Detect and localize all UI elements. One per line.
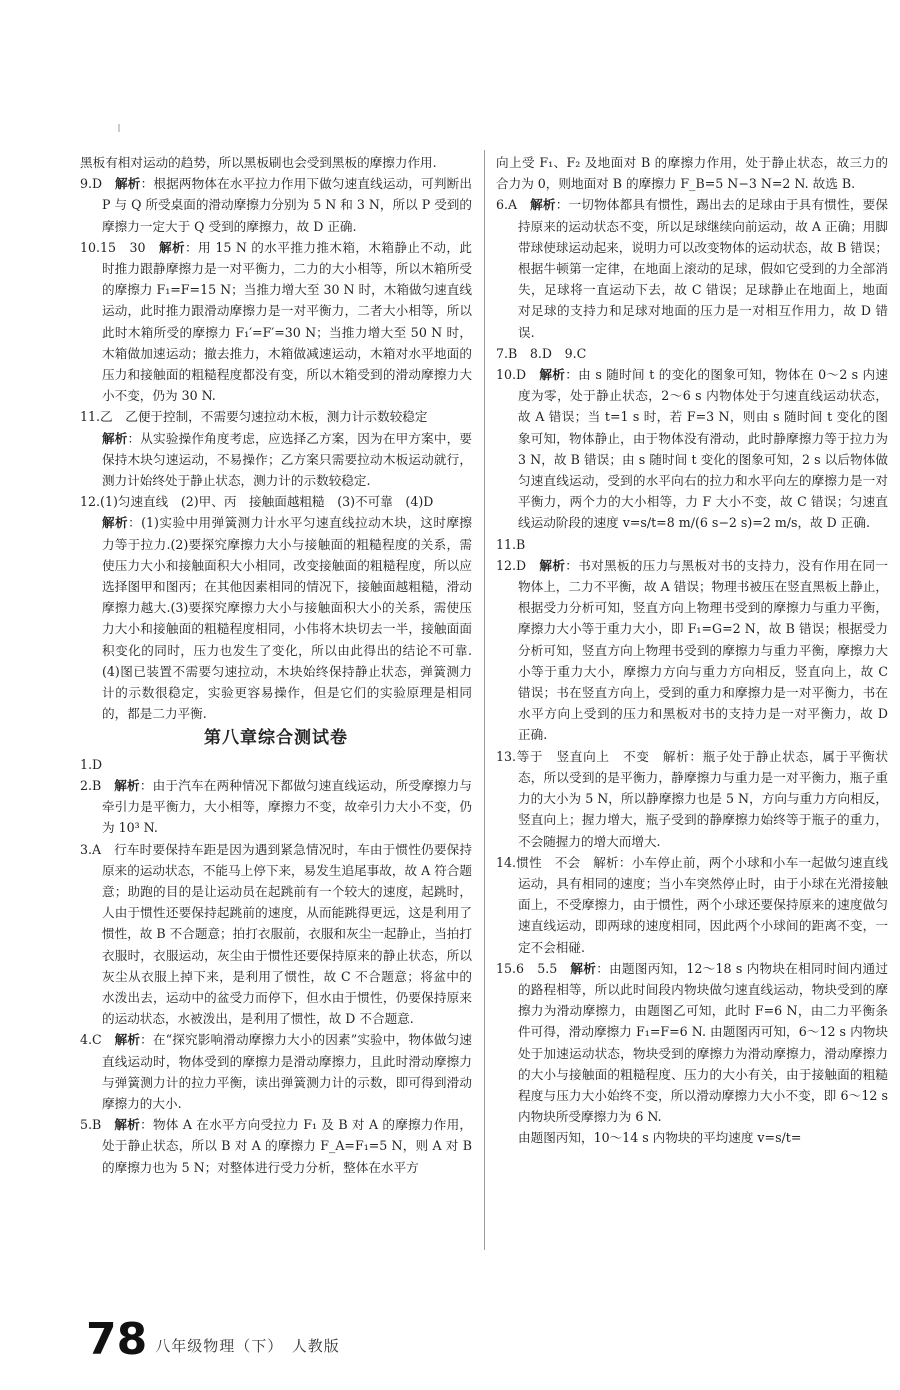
answer-text: 向上受 F₁、F₂ 及地面对 B 的摩擦力作用，处于静止状态，故三力的合力为 0，则地面对 B 的摩擦力 F_B=5 N−3 N=2 N. 故选 B. <box>496 155 888 192</box>
answer-text: ：物体 A 在水平方向受拉力 F₁ 及 B 对 A 的摩擦力作用，处于静止状态，所以 B 对 A 的摩擦力 F_A=F₁=5 N，则 A 对 B 的摩擦力也为 5 N；对整体进行受力分析，整体在水平方 <box>102 1117 473 1175</box>
answer-item <box>80 237 472 407</box>
analysis-label: 解析 <box>530 197 556 213</box>
answer-continuation <box>80 428 472 492</box>
answer-number: 9.D <box>80 176 103 192</box>
answer-text: 乙便于控制，不需要匀速拉动木板，测力计示数较稳定 <box>112 409 428 425</box>
answer-item <box>80 1114 472 1178</box>
answer-text: ：从实验操作角度考虑，应选择乙方案，因为在甲方案中，要保持木块匀速运动，不易操作；乙方案只需要拉动木板运动就行，测力计始终处于静止状态，测力计的示数较稳定. <box>102 430 473 489</box>
answer-item <box>496 746 888 852</box>
page-footer <box>86 1314 340 1365</box>
answer-item <box>496 364 888 534</box>
answer-text: 黑板有相对运动的趋势，所以黑板刷也会受到黑板的摩擦力作用. <box>80 155 437 170</box>
answer-number: 4.C <box>80 1032 102 1048</box>
answer-number: 6.A <box>496 197 518 213</box>
analysis-label: 解析 <box>158 239 185 255</box>
answer-text: ：一切物体都具有惯性，踢出去的足球由于具有惯性，要保持原来的运动状态不变，所以足球继续向前运动，故 A 正确；用脚带球使球运动起来，说明力可以改变物体的运动状态，故 B 错误；根据牛顿第一定律，在地面上滚动的足球，假如它受到的力全部消失，足球将一直运动下去，故 C 错误；足球静止在地面上，地面对足球的支持力和足球对地面的压力是一对相互作用力，故 D 错误. <box>518 197 889 340</box>
answer-item <box>80 406 472 427</box>
analysis-label: 解析 <box>114 777 140 793</box>
analysis-label: 解析 <box>570 960 597 976</box>
page-number: 78 <box>86 1314 148 1365</box>
answer-text: ：由于汽车在两种情况下都做匀速直线运动，所受摩擦力与牵引力是平衡力，大小相等，摩擦力不变，故牵引力大小不变，仍为 10³ N. <box>102 777 473 836</box>
answer-item <box>80 754 472 775</box>
scan-mark <box>118 124 120 132</box>
answer-item <box>496 852 888 958</box>
answer-number: 5.B <box>80 1117 102 1133</box>
left-column <box>80 152 472 1178</box>
answer-number: 11.乙 <box>80 409 113 425</box>
answer-continuation <box>496 152 888 194</box>
column-divider <box>484 150 485 1250</box>
analysis-label: 解析 <box>115 176 141 192</box>
answer-item <box>496 958 888 1128</box>
answer-number: 10.D <box>496 367 527 383</box>
answer-number: 7.B 8.D 9.C <box>496 345 587 361</box>
answer-text: ：根据两物体在水平拉力作用下做匀速直线运动，可判断出 P 与 Q 所受桌面的滑动摩擦力分别为 5 N 和 3 N，所以 P 受到的摩擦力一定大于 Q 受到的摩擦力，故 D 正确. <box>102 176 473 234</box>
answer-number: 12.D <box>496 557 527 573</box>
answer-number: 12. <box>80 494 101 510</box>
analysis-label: 解析 <box>102 515 129 531</box>
answer-number: 10.15 30 <box>80 239 146 255</box>
right-column <box>496 152 888 1149</box>
section-title: 第八章综合测试卷 <box>204 728 348 749</box>
answer-item <box>496 555 888 746</box>
answer-number: 15.6 5.5 <box>496 960 558 976</box>
answer-item <box>496 343 888 364</box>
answer-text: 不会 解析：小车停止前，两个小球和小车一起做匀速直线运动，具有相同的速度；当小车突然停止时，由于小球在光滑接触面上，不受摩擦力，由于惯性，两个小球还要保持原来的速度做匀速直线运动，即两球的速度相同，因此两个小球间的距离不变，一定不会相碰. <box>518 854 889 955</box>
answer-item <box>496 534 888 555</box>
answer-number: 2.B <box>80 777 102 793</box>
answer-item <box>80 173 472 237</box>
answer-item <box>80 839 472 1030</box>
answer-number: 3.A <box>80 841 102 857</box>
answer-continuation <box>496 1127 888 1148</box>
answer-number: 1.D <box>80 756 103 772</box>
answer-item <box>80 775 472 839</box>
answer-item <box>80 491 472 512</box>
answer-number: 13.等于 <box>496 748 544 764</box>
answer-text: ：在“探究影响滑动摩擦力大小的因素”实验中，物体做匀速直线运动时，物体受到的摩擦力是滑动摩擦力，且此时滑动摩擦力与弹簧测力计的拉力平衡，读出弹簧测力计的示数，即可得到滑动摩擦力的大小. <box>102 1032 472 1111</box>
answer-text: ：由题图丙知，12～18 s 内物块在相同时间内通过的路程相等，所以此时间段内物块做匀速直线运动，物块受到的摩擦力为滑动摩擦力，由题图乙可知，此时 F=6 N，由二力平衡条件可得，滑动摩擦力 F₁=F=6 N. 由题图丙可知，6～12 s 内物块处于加速运动状态，物块受到的摩擦力为滑动摩擦力，滑动摩擦力的大小与接触面的粗糙程度、压力的大小有关，由于接触面的粗糙程度与压力大小始终不变，所以滑动摩擦力大小不变，即 6～12 s 内物块所受摩擦力为 6 N. <box>518 960 889 1125</box>
analysis-label: 解析 <box>539 557 566 573</box>
answer-text: ：(1)实验中用弹簧测力计水平匀速直线拉动木块，这时摩擦力等于拉力.(2)要探究摩擦力大小与接触面的粗糙程度的关系，需使压力大小和接触面积大小相同，改变接触面的粗糙程度，所以应选择图甲和图丙；在其他因素相同的情况下，接触面越粗糙，滑动摩擦力越大.(3)要探究摩擦力大小与接触面积大小的关系，需使压力大小和接触面的粗糙程度相同，小伟将木块切去一半，接触面面积变化的同时，压力也发生了变化，所以由此得出的结论不可靠.(4)图已装置不需要匀速拉动，木块始终保持静止状态，弹簧测力计的示数很稳定，实验更容易操作，但是它们的实验原理是相同的，都是二力平衡. <box>102 515 473 722</box>
answer-continuation <box>80 152 472 173</box>
analysis-label: 解析 <box>539 367 566 383</box>
answer-number: 14.惯性 <box>496 854 542 870</box>
analysis-label: 解析 <box>102 430 128 446</box>
answer-number: 11.B <box>496 536 526 552</box>
answer-text: ：书对黑板的压力与黑板对书的支持力，没有作用在同一物体上，二力不平衡，故 A 错误；物理书被压在竖直黑板上静止，根据受力分析可知，竖直方向上物理书受到的摩擦力与重力平衡，摩擦力大小等于重力大小，即 F₁=G=2 N，故 B 错误；根据受力分析可知，竖直方向上物理书受到的摩擦力与重力平衡，摩擦力大小等于重力大小，摩擦力方向与重力方向相反，竖直向上，故 C 错误；书在竖直方向上，受到的重力和摩擦力是一对平衡力，书在水平方向上受到的压力和黑板对书的支持力是一对平衡力，故 D 正确. <box>518 557 889 743</box>
answer-text: ：由 s 随时间 t 的变化的图象可知，物体在 0～2 s 内速度为零，处于静止状态，2～6 s 内物体处于匀速直线运动状态，故 A 错误；当 t=1 s 时，若 F=3 N，则由 s 随时间 t 变化的图象可知，物体静止，由于物体没有滑动，此时静摩擦力等于拉力为 3 N，故 B 错误；由 s 随时间 t 变化的图象可知，2 s 以后物体做匀速直线运动，受到的水平向右的拉力和水平向左的摩擦力是一对平衡力，两个力的大小相等，力 F 大小不变，故 C 错误；匀速直线运动阶段的速度 v=s/t=8 m/(6 s−2 s)=2 m/s，故 D 正确. <box>518 367 888 531</box>
answer-text: (1)匀速直线 (2)甲、丙 接触面越粗糙 (3)不可靠 (4)D <box>100 494 434 510</box>
analysis-label: 解析 <box>114 1117 141 1133</box>
answer-continuation <box>80 512 472 724</box>
answer-text: ：用 15 N 的水平推力推木箱，木箱静止不动，此时推力跟静摩擦力是一对平衡力，二力的大小相等，所以木箱所受的摩擦力 F₁=F=15 N；当推力增大至 30 N 时，木箱做匀速直线运动，此时推力跟滑动摩擦力是一对平衡力，二者大小相等，所以此时木箱所受的摩擦力 F₁′=F′=30 N；当推力增大至 50 N 时，木箱做加速运动；撤去推力，木箱做减速运动，木箱对水平地面的压力和接触面的粗糙程度都没有变，所以木箱受到的滑动摩擦力大小不变，仍为 30 N. <box>102 239 473 404</box>
answer-item <box>80 1029 472 1114</box>
answer-text: 行车时要保持车距是因为遇到紧急情况时，车由于惯性仍要保持原来的运动状态，不能马上停下来，易发生追尾事故，故 A 符合题意；助跑的目的是让运动员在起跳前有一个较大的速度，起跳时，人由于惯性还要保持起跳前的速度，从而能跳得更远，这是利用了惯性，故 B 不合题意；拍打衣服前，衣服和灰尘一起静止，当拍打衣服时，衣服运动，灰尘由于惯性还要保持原来的静止状态，所以灰尘从衣服上掉下来，是利用了惯性，故 C 不合题意；将盆中的水泼出去，运动中的盆受力而停下，但水由于惯性，仍要保持原来的运动状态，水被泼出，是利用了惯性，故 D 不合题意. <box>101 841 472 1027</box>
analysis-label: 解析 <box>114 1032 141 1048</box>
footer-book-title: 八年级物理（下） 人教版 <box>155 1337 340 1355</box>
answer-text: 由题图丙知，10～14 s 内物块的平均速度 v=s/t= <box>518 1130 802 1146</box>
answer-item <box>496 194 888 342</box>
answer-text: 竖直向上 不变 解析：瓶子处于静止状态，属于平衡状态，所以受到的是平衡力，静摩擦力与重力是一对平衡力，瓶子重力的大小为 5 N，所以静摩擦力也是 5 N，方向与重力方向相反，竖直向上；握力增大，瓶子受到的静摩擦力始终等于瓶子的重力，不会随握力的增大而增大. <box>518 748 889 849</box>
